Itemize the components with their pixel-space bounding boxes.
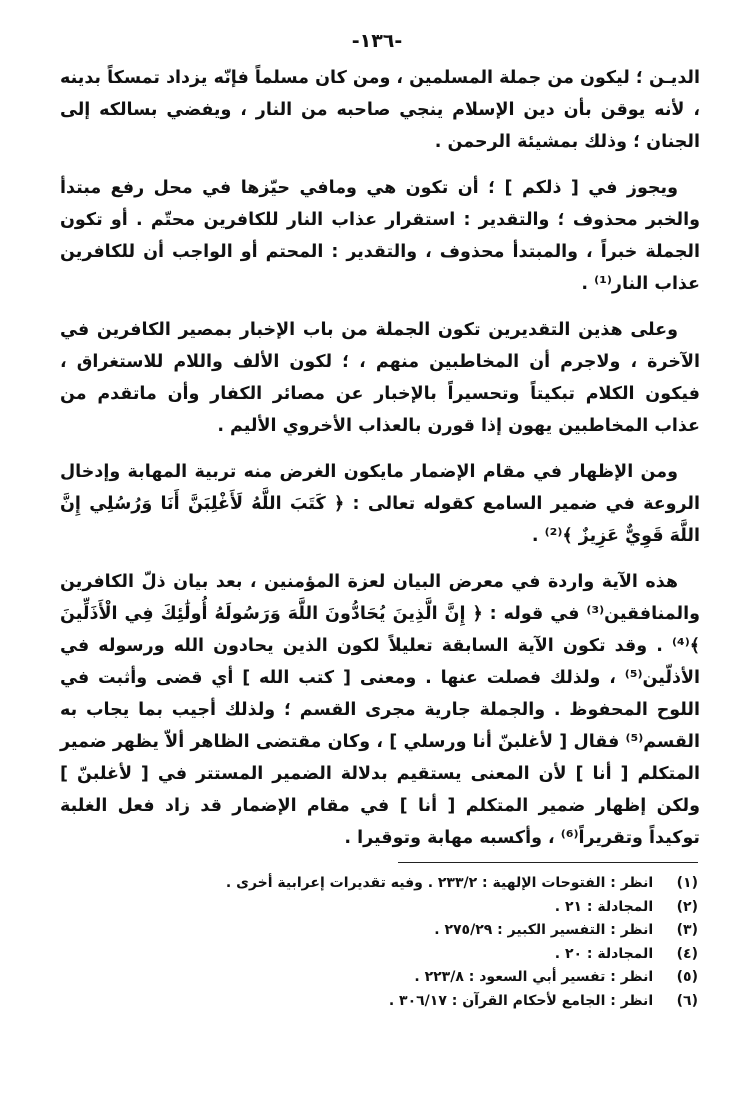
footnote-text: انظر : التفسير الكبير : ٢٧٥/٢٩ . — [434, 922, 654, 938]
footnote-separator — [398, 862, 698, 863]
footnote-number: (٢) — [676, 898, 698, 915]
paragraph: ويجوز في [ ذلكم ] ؛ أن تكون هي ومافي حيّزها في محل رفع مبتدأ والخبر محذوف ؛ والتقدير : استقرار عذاب النار للكافرين محتّم . أو تكون الجملة خبراً ، والمبتدأ محذوف ، والتقدير : المحتم أو الواجب أن للكافرين عذاب النار⁽¹⁾ . — [60, 178, 700, 294]
footnotes-list — [120, 872, 698, 1013]
footnote-text: انظر : الفتوحات الإلهية : ٢٣٣/٢ . وفيه تقديرات إعرابية أخرى . — [225, 875, 654, 891]
paragraph: هذه الآية واردة في معرض البيان لعزة المؤمنين ، بعد بيان ذلّ الكافرين والمنافقين⁽³⁾ في قوله : ﴿ إِنَّ الَّذِينَ يُحَادُّونَ اللَّهَ وَرَسُولَهُ أُولَٰئِكَ فِي الْأَذَلِّينَ ﴾⁽⁴⁾ . وقد تكون الآية السابقة تعليلاً لكون الذين يحادون الله ورسوله في الأذلّين⁽⁵⁾ ، ولذلك فصلت عنها . ومعنى [ كتب الله ] أي قضى وأثبت في اللوح المحفوظ . والجملة جارية مجرى القسم ؛ ولذلك أجيب بما يجاب به القسم⁽⁵⁾ فقال [ لأغلبنّ أنا ورسلي ] ، وكان مقتضى الظاهر ألاّ يظهر ضمير المتكلم [ أنا ] لأن المعنى يستقيم بدلالة الضمير المستتر في [ لأغلبنّ ] ولكن إظهار ضمير المتكلم [ أنا ] في مقام الإضمار قد زاد فعل الغلبة توكيداً وتقريراً⁽⁶⁾ ، وأكسبه مهابة وتوقيرا . — [60, 572, 700, 848]
footnote — [120, 919, 698, 943]
paragraph: وعلى هذين التقديرين تكون الجملة من باب الإخبار بمصير الكافرين في الآخرة ، ولاجرم أن المخاطبين منهم ، ؛ لكون الألف واللام للاستغراق ، فيكون الكلام تبكيتاً وتحسيراً بالإخبار عن مصائر الكفار وأن ماتقدم من عذاب المخاطبين يهون إذا قورن بالعذاب الأخروي الأليم . — [60, 320, 700, 436]
footnote-text: المجادلة : ٢٠ . — [554, 945, 654, 962]
footnote-number: (٥) — [676, 969, 698, 985]
paragraph: الديـن ؛ ليكون من جملة المسلمين ، ومن كان مسلماً فإنّه يزداد تمسكاً بدينه ، لأنه يوقن بأن دين الإسلام ينجي صاحبه من النار ، ويفضي بسالكه إلى الجنان ؛ وذلك بمشيئة الرحمن . — [60, 68, 700, 152]
footnote-number: (١) — [676, 875, 698, 891]
footnote — [120, 990, 698, 1014]
footnote — [120, 896, 698, 920]
footnote-number: (٣) — [676, 922, 698, 938]
footnote-text: المجادلة : ٢١ . — [554, 898, 654, 915]
footnote — [120, 943, 698, 967]
paragraph: ومن الإظهار في مقام الإضمار مايكون الغرض منه تربية المهابة وإدخال الروعة في ضمير السامع كقوله تعالى : ﴿ كَتَبَ اللَّهُ لَأَغْلِبَنَّ أَنَا وَرُسُلِي إِنَّ اللَّهَ قَوِيٌّ عَزِيزٌ ﴾⁽²⁾ . — [60, 462, 700, 546]
footnote-text: انظر : تفسير أبي السعود : ٢٢٣/٨ . — [414, 969, 654, 985]
footnote-number: (٤) — [676, 945, 698, 962]
footnote-number: (٦) — [676, 992, 698, 1009]
page-number: -١٣٦- — [351, 30, 403, 52]
footnote-text: انظر : الجامع لأحكام القرآن : ٣٠٦/١٧ . — [388, 992, 654, 1009]
footnote — [120, 872, 698, 896]
main-text — [60, 62, 700, 854]
footnote — [120, 966, 698, 990]
